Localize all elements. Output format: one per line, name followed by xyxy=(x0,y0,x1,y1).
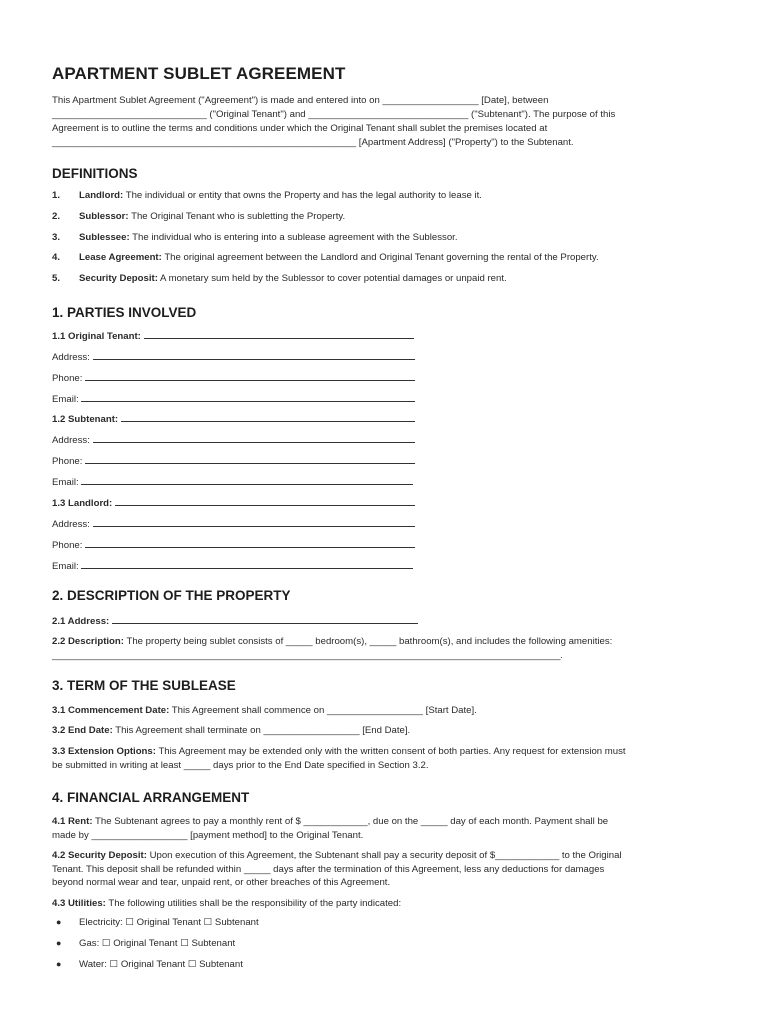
definition-item: 3. Sublessee: The individual who is entering into a sublease agreement with the Sublessor. xyxy=(52,231,458,243)
utilities-list xyxy=(52,917,259,980)
end-date: 3.2 End Date: This Agreement shall terminate on __________________ [End Date]. xyxy=(52,725,411,736)
list-item: ● Gas: ☐ Original Tenant ☐ Subtenant xyxy=(52,938,259,959)
email-blank[interactable] xyxy=(81,560,413,569)
original-tenant-blank[interactable] xyxy=(144,330,414,339)
intro-paragraph xyxy=(52,94,712,150)
definition-item: 4. Lease Agreement: The original agreement between the Landlord and Original Tenant governing the rental of the Property. xyxy=(52,252,599,264)
subtenant-email-field: Email: xyxy=(52,476,413,488)
definitions-heading: DEFINITIONS xyxy=(52,166,138,181)
landlord-address-field: Address: xyxy=(52,518,415,530)
original-tenant-field: 1.1 Original Tenant: xyxy=(52,330,414,342)
intro-line: _____________________________ ("Original Tenant") and ______________________________ ("Subtenant"). The purpose of this xyxy=(52,109,616,120)
phone-blank[interactable] xyxy=(85,455,415,464)
rent-clause: 4.1 Rent: The Subtenant agrees to pay a monthly rent of $ ____________, due on the _____ day of each month. Payment shall be made by __________________ [payment method] to the Original Tenant. xyxy=(52,816,609,841)
bullet-icon: ● xyxy=(56,959,62,969)
definition-item: 1. Landlord: The individual or entity that owns the Property and has the legal authority to lease it. xyxy=(52,190,482,201)
definition-item: 5. Security Deposit: A monetary sum held by the Sublessor to cover potential damages or unpaid rent. xyxy=(52,273,507,285)
intro-line: _________________________________________________________ [Apartment Address] ("Property") to the Subtenant. xyxy=(52,137,574,148)
subtenant-blank[interactable] xyxy=(121,413,415,422)
address-blank[interactable] xyxy=(93,351,415,360)
original-tenant-phone-field: Phone: xyxy=(52,372,415,384)
list-item: ● Electricity: ☐ Original Tenant ☐ Subtenant xyxy=(52,917,259,938)
security-deposit-clause: 4.2 Security Deposit: Upon execution of this Agreement, the Subtenant shall pay a security deposit of $____________ to the Original Tenant. This deposit shall be refunded within _____ days after the termination of this Agreement, less any deductions for damages beyond normal wear and tear, unpaid rent, or other breaches of this Agreement. xyxy=(52,850,622,889)
email-blank[interactable] xyxy=(81,476,413,485)
landlord-phone-field: Phone: xyxy=(52,539,415,551)
original-tenant-email-field: Email: xyxy=(52,393,415,405)
amenities-line: ____________________________________________________________________________________________________________. xyxy=(52,650,563,660)
subtenant-phone-field: Phone: xyxy=(52,455,415,467)
property-address-blank[interactable] xyxy=(112,615,418,624)
utilities-clause: 4.3 Utilities: The following utilities shall be the responsibility of the party indicated: xyxy=(52,898,402,909)
property-address-field: 2.1 Address: xyxy=(52,615,418,627)
email-blank[interactable] xyxy=(81,393,415,402)
address-blank[interactable] xyxy=(93,434,415,443)
address-blank[interactable] xyxy=(93,518,415,527)
original-tenant-address-field: Address: xyxy=(52,351,415,363)
landlord-blank[interactable] xyxy=(115,497,415,506)
parties-heading: 1. PARTIES INVOLVED xyxy=(52,305,197,320)
document-title: APARTMENT SUBLET AGREEMENT xyxy=(52,64,346,83)
bullet-icon: ● xyxy=(56,917,62,927)
property-heading: 2. DESCRIPTION OF THE PROPERTY xyxy=(52,588,291,603)
list-item: ● Water: ☐ Original Tenant ☐ Subtenant xyxy=(52,959,259,980)
financial-heading: 4. FINANCIAL ARRANGEMENT xyxy=(52,790,250,805)
landlord-email-field: Email: xyxy=(52,560,413,572)
phone-blank[interactable] xyxy=(85,372,415,381)
commencement-date: 3.1 Commencement Date: This Agreement shall commence on __________________ [Start Date]. xyxy=(52,705,477,716)
definitions-list xyxy=(52,190,720,294)
intro-line: Agreement is to outline the terms and conditions under which the Original Tenant shall sublet the premises located at xyxy=(52,123,548,134)
phone-blank[interactable] xyxy=(85,539,415,548)
definition-item: 2. Sublessor: The Original Tenant who is subletting the Property. xyxy=(52,210,346,222)
intro-line: This Apartment Sublet Agreement ("Agreement") is made and entered into on __________________ [Date], between xyxy=(52,95,549,106)
landlord-field: 1.3 Landlord: xyxy=(52,497,415,509)
bullet-icon: ● xyxy=(56,938,62,948)
subtenant-address-field: Address: xyxy=(52,434,415,446)
extension-options: 3.3 Extension Options: This Agreement may be extended only with the written consent of both parties. Any request for extension must be submitted in writing at least _____ days prior to the End Date specified in Section 3.2. xyxy=(52,746,626,771)
subtenant-field: 1.2 Subtenant: xyxy=(52,413,415,425)
property-description: 2.2 Description: The property being sublet consists of _____ bedroom(s), _____ bathroom(s), and includes the following amenities: xyxy=(52,636,613,647)
term-heading: 3. TERM OF THE SUBLEASE xyxy=(52,678,236,693)
